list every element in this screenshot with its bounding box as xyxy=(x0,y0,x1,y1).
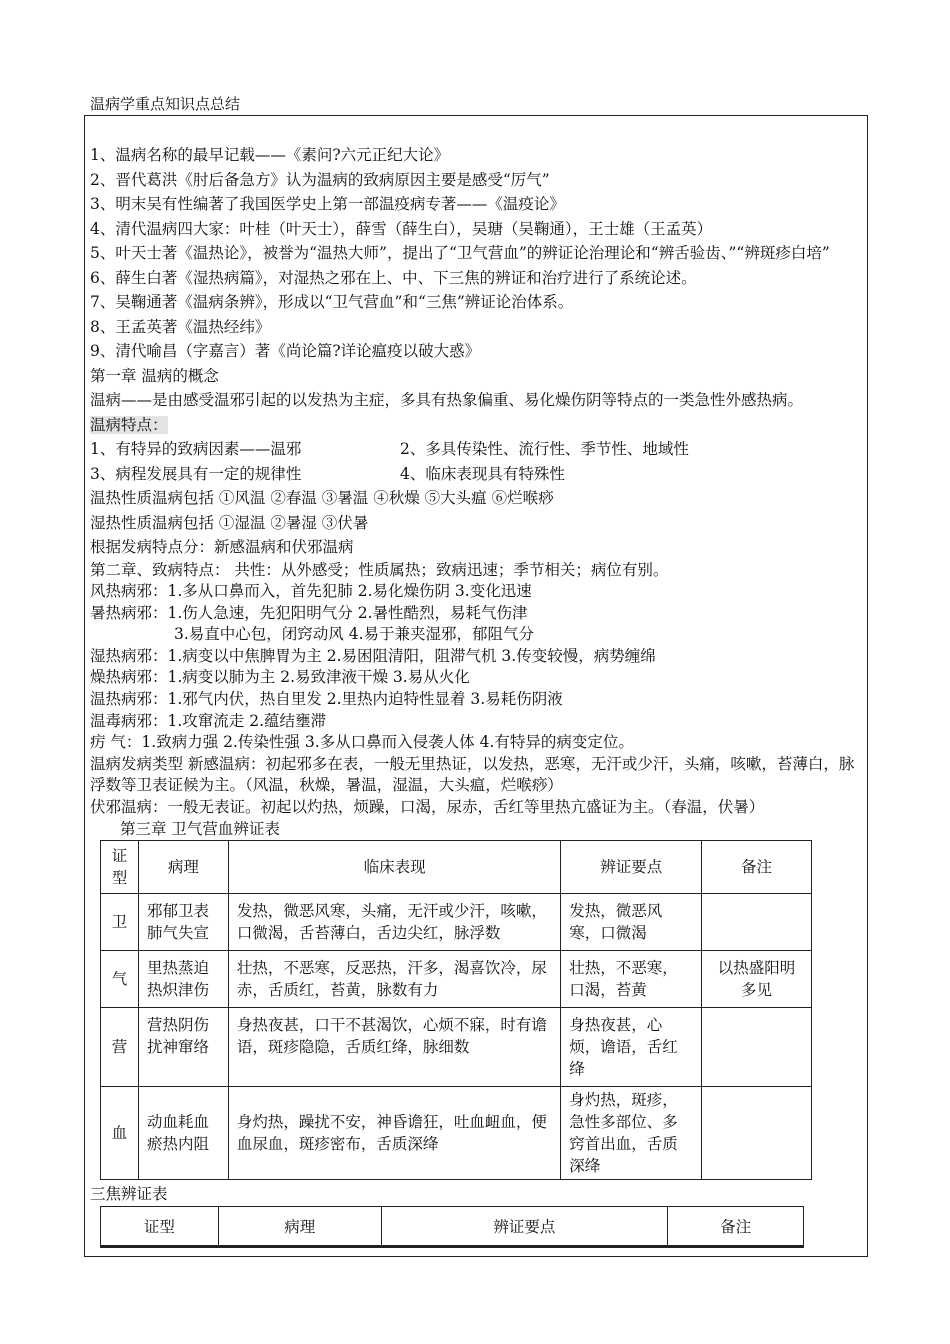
features-row xyxy=(90,437,865,462)
header-pathology: 病理 xyxy=(138,841,228,894)
cell-pathology: 营热阴伤扰神窜络 xyxy=(138,1008,228,1087)
cell-manifestation: 壮热，不恶寒，反恶热，汗多，渴喜饮冷，尿赤，舌质红，苔黄，脉数有力 xyxy=(228,951,560,1008)
intro-item: 5、叶天士著《温热论》，被誉为“温热大师”，提出了“卫气营血”的辨证论治理论和“辨舌验齿、”“辨斑疹白培” xyxy=(90,244,830,262)
feature-item: 3、病程发展具有一定的规律性 xyxy=(90,464,302,483)
warm-heat-types: 温热性质温病包括 ①风温 ②春温 ③暑温 ④秋燥 ⑤大头瘟 ⑥烂喉痧 xyxy=(90,489,554,507)
sanjiao-table xyxy=(100,1206,804,1248)
wei-qi-ying-xue-table xyxy=(100,840,812,1180)
cell-type: 营 xyxy=(101,1008,139,1087)
cell-note: 以热盛阳明多见 xyxy=(702,951,812,1008)
chapter3-title: 第三章 卫气营血辨证表 xyxy=(120,819,280,838)
intro-item: 2、晋代葛洪《肘后备急方》认为温病的致病原因主要是感受“厉气” xyxy=(90,170,550,189)
table-header-row xyxy=(101,1206,804,1246)
latent-onset: 伏邪温病：一般无表证。初起以灼热，烦躁，口渴，尿赤，舌红等里热亢盛证为主。（春温，伏暑） xyxy=(90,798,765,817)
chapter1-title: 第一章 温病的概念 xyxy=(90,366,219,385)
intro-item: 6、薛生白著《湿热病篇》，对湿热之邪在上、中、下三焦的辨证和治疗进行了系统论述。 xyxy=(90,268,697,287)
features-title-text: 温病特点： xyxy=(90,415,168,434)
cell-type: 气 xyxy=(101,951,139,1008)
header-type: 证型 xyxy=(101,1206,219,1246)
cell-pathology: 邪郁卫表肺气失宣 xyxy=(138,894,228,951)
cell-note xyxy=(702,894,812,951)
cell-manifestation: 身灼热，躁扰不安，神昏谵狂，吐血衄血，便血尿血，斑疹密布，舌质深绛 xyxy=(228,1087,560,1180)
cell-type: 血 xyxy=(101,1087,139,1180)
intro-item: 1、温病名称的最早记载——《素问?六元正纪大论》 xyxy=(90,146,450,164)
header-note: 备注 xyxy=(668,1206,804,1246)
feature-item: 1、有特异的致病因素——温邪 xyxy=(90,440,302,458)
features-title xyxy=(90,413,865,438)
cell-pathology: 里热蒸迫热炽津伤 xyxy=(138,951,228,1008)
damp-heat-types: 湿热性质温病包括 ①湿温 ②暑湿 ③伏暑 xyxy=(90,513,369,532)
pathogen-latent-heat: 温热病邪：1.邪气内伏，热自里发 2.里热内迫特性显着 3.易耗伤阴液 xyxy=(90,690,563,709)
feature-item: 2、多具传染性、流行性、季节性、地域性 xyxy=(400,440,689,458)
header-note: 备注 xyxy=(702,841,812,894)
pathogen-wind-heat: 风热病邪：1.多从口鼻而入，首先犯肺 2.易化燥伤阴 3.变化迅速 xyxy=(90,582,532,601)
pathogen-damp-heat: 湿热病邪：1.病变以中焦脾胃为主 2.易困阻清阳，阻滞气机 3.传变较慢，病势缠绵 xyxy=(90,646,656,665)
cell-pathology: 动血耗血瘀热内阻 xyxy=(138,1087,228,1180)
table-header-row xyxy=(101,841,812,894)
intro-item: 9、清代喻昌（字嘉言）著《尚论篇?详论瘟疫以破大惑》 xyxy=(90,342,481,360)
onset-types: 温病发病类型 新感温病：初起邪多在表，一般无里热证，以发热，恶寒，无汗或少汗，头痛，咳嗽，苔薄白，脉浮数等卫表证候为主。（风温，秋燥，暑温，湿温，大头瘟，烂喉痧） xyxy=(90,754,855,795)
table-row xyxy=(101,1008,812,1087)
table-row xyxy=(101,1087,812,1180)
header-key-points: 辨证要点 xyxy=(381,1206,668,1246)
disease-definition: 温病——是由感受温邪引起的以发热为主症，多具有热象偏重、易化燥伤阴等特点的一类急性外感热病。 xyxy=(90,391,804,409)
pathogen-toxin: 温毒病邪：1.攻窜流走 2.蕴结壅滞 xyxy=(90,711,327,730)
cell-note xyxy=(702,1008,812,1087)
document-title: 温病学重点知识点总结 xyxy=(90,95,241,113)
header-manifestation: 临床表现 xyxy=(228,841,560,894)
cell-type: 卫 xyxy=(101,894,139,951)
pathogen-pestilence: 疠 气：1.致病力强 2.传染性强 3.多从口鼻而入侵袭人体 4.有特异的病变定位。 xyxy=(90,733,634,752)
cell-key-points: 壮热，不恶寒，口渴，苔黄 xyxy=(561,951,702,1008)
table-row xyxy=(101,951,812,1008)
header-type: 证型 xyxy=(101,841,139,894)
feature-item: 4、临床表现具有特殊性 xyxy=(400,464,565,483)
pathogen-dry-heat: 燥热病邪：1.病变以肺为主 2.易致津液干燥 3.易从火化 xyxy=(90,668,470,687)
cell-key-points: 身灼热，斑疹，急性多部位、多窍首出血，舌质深绛 xyxy=(561,1087,702,1180)
cell-note xyxy=(702,1087,812,1180)
cell-key-points: 发热，微恶风寒，口微渴 xyxy=(561,894,702,951)
header-pathology: 病理 xyxy=(218,1206,381,1246)
pathogen-summer-heat-cont: 3.易直中心包，闭窍动风 4.易于兼夹湿邪，郁阻气分 xyxy=(174,625,535,644)
table-row xyxy=(101,894,812,951)
features-row xyxy=(90,462,865,487)
content-body xyxy=(90,143,865,1248)
intro-item: 8、王孟英著《温热经纬》 xyxy=(90,317,271,336)
chapter2-title: 第二章、致病特点： 共性：从外感受；性质属热；致病迅速；季节相关；病位有别。 xyxy=(90,560,669,579)
intro-item: 3、明末吴有性编著了我国医学史上第一部温疫病专著——《温疫论》 xyxy=(90,195,565,213)
cell-manifestation: 身热夜甚，口干不甚渴饮，心烦不寐，时有谵语，斑疹隐隐，舌质红绛，脉细数 xyxy=(228,1008,560,1087)
header-key-points: 辨证要点 xyxy=(561,841,702,894)
cell-key-points: 身热夜甚，心烦，谵语，舌红绛 xyxy=(561,1008,702,1087)
intro-item: 7、吴鞠通著《温病条辨》，形成以“卫气营血”和“三焦”辨证论治体系。 xyxy=(90,293,574,311)
onset-classification: 根据发病特点分：新感温病和伏邪温病 xyxy=(90,538,354,556)
pathogen-summer-heat: 暑热病邪：1.伤人急速，先犯阳明气分 2.暑性酷烈，易耗气伤津 xyxy=(90,603,528,622)
cell-manifestation: 发热，微恶风寒，头痛，无汗或少汗，咳嗽，口微渴，舌苔薄白，舌边尖红，脉浮数 xyxy=(228,894,560,951)
intro-item: 4、清代温病四大家：叶桂（叶天士），薛雪（薛生白），吴瑭（吴鞠通），王士雄（王孟英） xyxy=(90,219,713,238)
sanjiao-title: 三焦辨证表 xyxy=(90,1185,168,1204)
